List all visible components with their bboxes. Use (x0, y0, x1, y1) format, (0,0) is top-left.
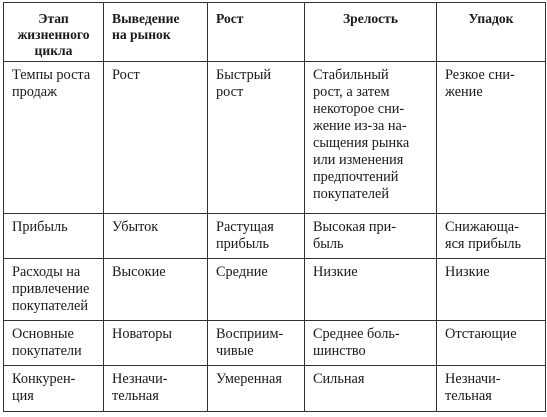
header-stage: Этап жизненного цикла (4, 3, 104, 62)
table-cell: Сильная (305, 366, 437, 412)
header-maturity: Зрелость (305, 3, 437, 62)
table-cell: Среднее боль- шинство (305, 321, 437, 366)
header-growth: Рост (208, 3, 305, 62)
table-cell: Рост (104, 62, 208, 214)
header-introduction: Выведение на рынок (104, 3, 208, 62)
table-cell: Незначи- тельная (104, 366, 208, 412)
table-cell: Стабильный рост, а затем некоторое сни- жение из-за на- сыщения рынка или изменения предпочтений покупателей (305, 62, 437, 214)
table-cell: Быстрый рост (208, 62, 305, 214)
table-cell: Незначи- тельная (437, 366, 546, 412)
table-row-sales-growth (4, 62, 546, 214)
row-label: Прибыль (4, 214, 104, 259)
row-label: Темпы роста продаж (4, 62, 104, 214)
table-cell: Растущая прибыль (208, 214, 305, 259)
table-cell: Низкие (437, 259, 546, 321)
row-label: Расходы на привлечение покупателей (4, 259, 104, 321)
table-row-main-buyers (4, 321, 546, 366)
table-row-competition (4, 366, 546, 412)
table-cell: Низкие (305, 259, 437, 321)
table-row-acquisition-costs (4, 259, 546, 321)
table-cell: Восприим- чивые (208, 321, 305, 366)
header-row (4, 3, 546, 62)
table-cell: Высокие (104, 259, 208, 321)
table-cell: Новаторы (104, 321, 208, 366)
table-cell: Снижающа- яся прибыль (437, 214, 546, 259)
row-label: Конкурен- ция (4, 366, 104, 412)
table-row-profit (4, 214, 546, 259)
table-cell: Убыток (104, 214, 208, 259)
table-cell: Высокая при- быль (305, 214, 437, 259)
table-cell: Умеренная (208, 366, 305, 412)
table-cell: Средние (208, 259, 305, 321)
lifecycle-table (3, 2, 546, 412)
table-cell: Резкое сни- жение (437, 62, 546, 214)
table-cell: Отстающие (437, 321, 546, 366)
header-decline: Упадок (437, 3, 546, 62)
row-label: Основные покупатели (4, 321, 104, 366)
